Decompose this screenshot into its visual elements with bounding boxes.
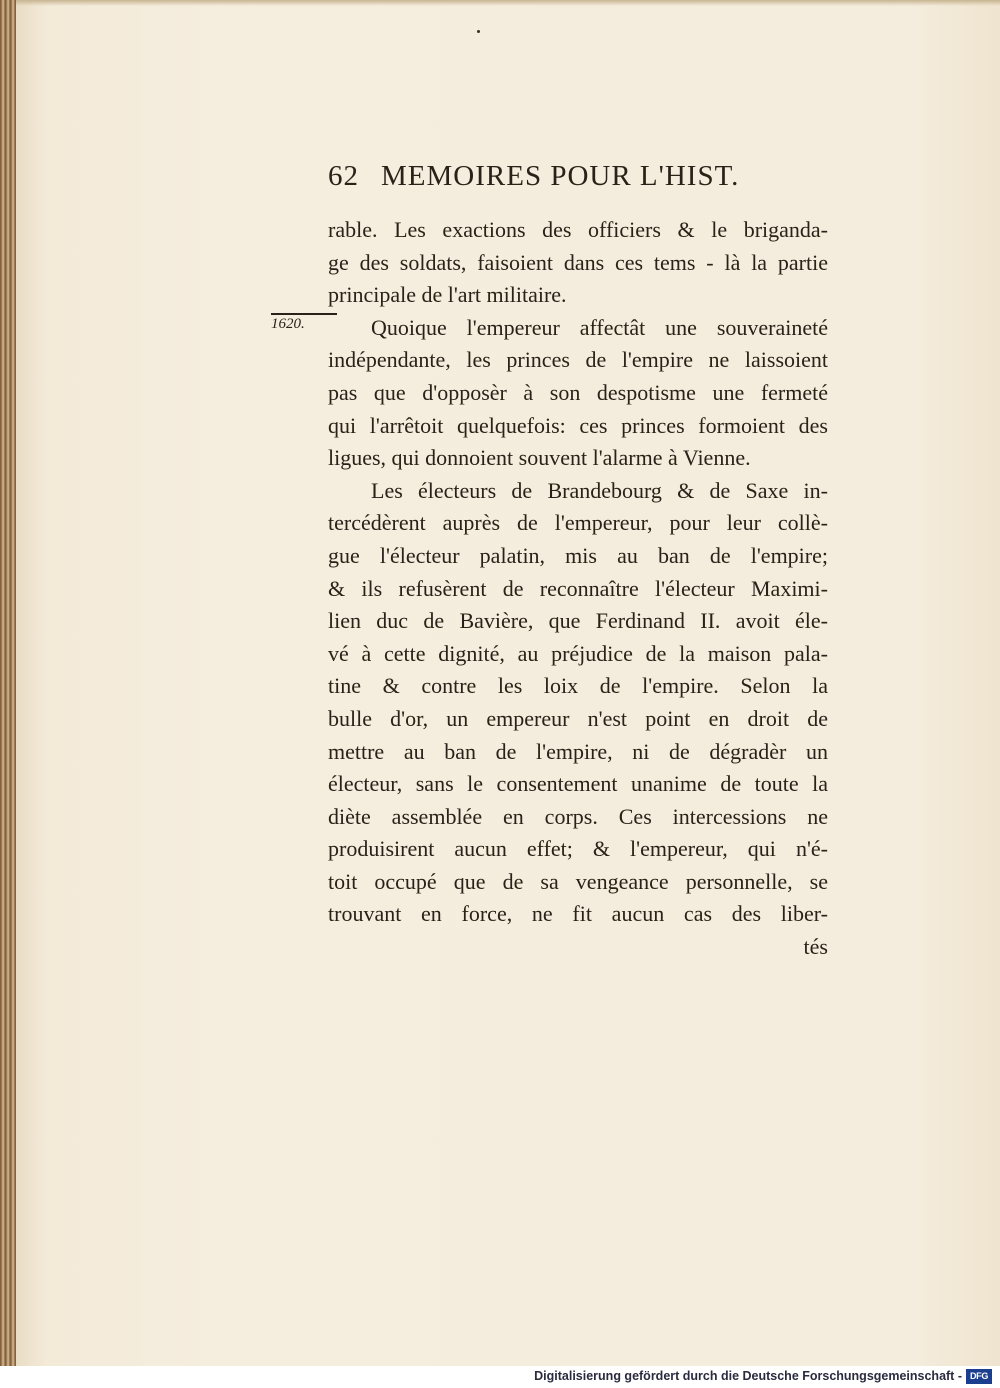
text-line: pas que d'opposèr à son despotisme une fermeté bbox=[328, 379, 828, 405]
running-head bbox=[328, 160, 828, 193]
text-line: bulle d'or, un empereur n'est point en droit de bbox=[328, 705, 828, 731]
page-number: 62 bbox=[328, 160, 359, 192]
text-line: diète assemblée en corps. Ces intercessions ne bbox=[328, 803, 828, 829]
text-line: toit occupé que de sa vengeance personnelle, se bbox=[328, 868, 828, 894]
funding-credit: Digitalisierung gefördert durch die Deutsche Forschungsgemeinschaft - bbox=[534, 1369, 962, 1383]
text-line: ge des soldats, faisoient dans ces tems - là la partie bbox=[328, 249, 828, 275]
digitization-footer bbox=[0, 1366, 1000, 1388]
text-line: produisirent aucun effet; & l'empereur, qui n'é- bbox=[328, 836, 828, 862]
text-line: & ils refusèrent de reconnaître l'électeur Maximi- bbox=[328, 575, 828, 601]
text-line: rable. Les exactions des officiers & le briganda- bbox=[328, 217, 828, 242]
text-line: indépendante, les princes de l'empire ne laissoient bbox=[328, 347, 828, 373]
text-line: qui l'arrêtoit quelquefois: ces princes formoient des bbox=[328, 412, 828, 438]
text-line: tercédèrent auprès de l'empereur, pour leur collè- bbox=[328, 510, 828, 536]
text-line: Quoique l'empereur affectât une souveraineté bbox=[371, 314, 828, 340]
text-line: trouvant en force, ne fit aucun cas des liber- bbox=[328, 901, 828, 927]
text-line: lien duc de Bavière, que Ferdinand II. avoit éle- bbox=[328, 608, 828, 634]
text-line: Les électeurs de Brandebourg & de Saxe in- bbox=[371, 477, 828, 503]
text-line: électeur, sans le consentement unanime de toute la bbox=[328, 771, 828, 797]
text-line: principale de l'art militaire. bbox=[328, 282, 567, 308]
marginal-year-note: 1620. bbox=[271, 313, 337, 333]
page-shadow bbox=[16, 0, 1000, 6]
text-line: ligues, qui donnoient souvent l'alarme à Vienne. bbox=[328, 445, 751, 471]
text-line: gue l'électeur palatin, mis au ban de l'empire; bbox=[328, 542, 828, 568]
text-line: tine & contre les loix de l'empire. Selon la bbox=[328, 673, 828, 699]
text-line: vé à cette dignité, au préjudice de la maison pala- bbox=[328, 640, 828, 666]
running-head-title: MEMOIRES POUR L'HIST. bbox=[381, 160, 740, 192]
text-line: mettre au ban de l'empire, ni de dégradèr un bbox=[328, 738, 828, 764]
catchword: tés bbox=[803, 934, 828, 960]
dfg-logo: DFG bbox=[966, 1369, 992, 1384]
body-text bbox=[328, 214, 828, 964]
ink-speck bbox=[477, 30, 480, 33]
